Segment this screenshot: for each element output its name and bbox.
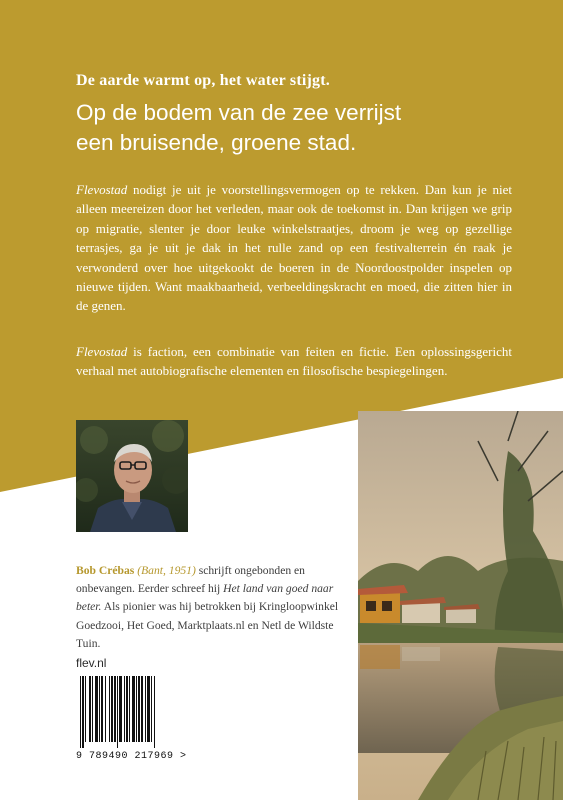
blurb-text-2: is faction, een combinatie van feiten en fictie. Een oplossingsgericht verhaal met autobiografische elementen en filosofische bespiegelingen. xyxy=(76,344,512,379)
author-portrait-icon xyxy=(76,420,188,532)
tagline: De aarde warmt op, het water stijgt. xyxy=(76,72,330,89)
barcode-bar xyxy=(154,676,155,748)
author-photo xyxy=(76,420,188,532)
previous-book-title: Het land van goed naar beter. xyxy=(76,582,334,614)
barcode-bar xyxy=(105,676,106,742)
barcode-digits: 9 789490 217969 > xyxy=(76,751,187,762)
book-title-italic: Flevostad xyxy=(76,344,128,359)
author-born: (Bant, 1951) xyxy=(137,564,196,577)
barcode-bar xyxy=(141,676,143,742)
barcode-bar xyxy=(82,676,84,748)
barcode-bar xyxy=(138,676,140,742)
author-bio xyxy=(76,562,356,653)
barcode-bar xyxy=(117,676,118,748)
book-title-italic: Flevostad xyxy=(76,182,128,197)
barcode-bar xyxy=(95,676,98,742)
barcode-bar xyxy=(147,676,150,742)
blurb-text-1: nodigt je uit je voorstellingsvermogen op te rekken. Dan kun je niet alleen meereizen door het verleden, maar ook de toekomst in. Dan krijgen we grip op migratie, slenter je door leuke winkelstraatjes, droom je weg op gezellige terrasjes, ga je uit je dak in het rulle zand op een festivalterrein én raak je verwonderd over hoe uitgekookt de boeren in de Noordoostpolder inspelen op nieuwe tijden. Want maakbaarheid, verbeeldingskracht en moed, die zitten hier in de genen. xyxy=(76,182,512,314)
barcode-bar xyxy=(111,676,113,742)
barcode-bar xyxy=(119,676,122,742)
barcode-bar xyxy=(80,676,81,748)
publisher-url: flev.nl xyxy=(76,656,107,670)
lakeside-houses-icon xyxy=(358,411,563,800)
barcode-bar xyxy=(132,676,135,742)
barcode-bar xyxy=(145,676,146,742)
barcode-bar xyxy=(101,676,103,742)
barcode-bar xyxy=(114,676,116,742)
barcode-bar xyxy=(99,676,100,742)
barcode-bar xyxy=(129,676,130,742)
bio-text-1: schrijft ongebonden en onbevangen. Eerder schreef hij xyxy=(76,564,305,596)
bio-text-2: Als pionier was hij betrokken bij Kringloopwinkel Goedzooi, Het Goed, Marktplaats.nl en Netl de Wildste Tuin. xyxy=(76,600,339,650)
blurb-paragraph-1 xyxy=(76,180,512,316)
headline-line-2: een bruisende, groene stad. xyxy=(76,130,357,155)
landscape-photo xyxy=(358,411,563,800)
barcode-bar xyxy=(85,676,86,742)
barcode-bars-icon xyxy=(76,676,188,748)
barcode-bar xyxy=(136,676,137,742)
barcode-bar xyxy=(89,676,91,742)
headline-line-1: Op de bodem van de zee verrijst xyxy=(76,100,402,125)
headline xyxy=(76,98,546,158)
barcode-bar xyxy=(151,676,152,742)
blurb-paragraph-2 xyxy=(76,342,512,381)
barcode-bar xyxy=(92,676,93,742)
author-name: Bob Crébas xyxy=(76,564,135,577)
barcode-bar xyxy=(124,676,125,742)
barcode-bar xyxy=(109,676,110,742)
barcode-bar xyxy=(126,676,128,742)
